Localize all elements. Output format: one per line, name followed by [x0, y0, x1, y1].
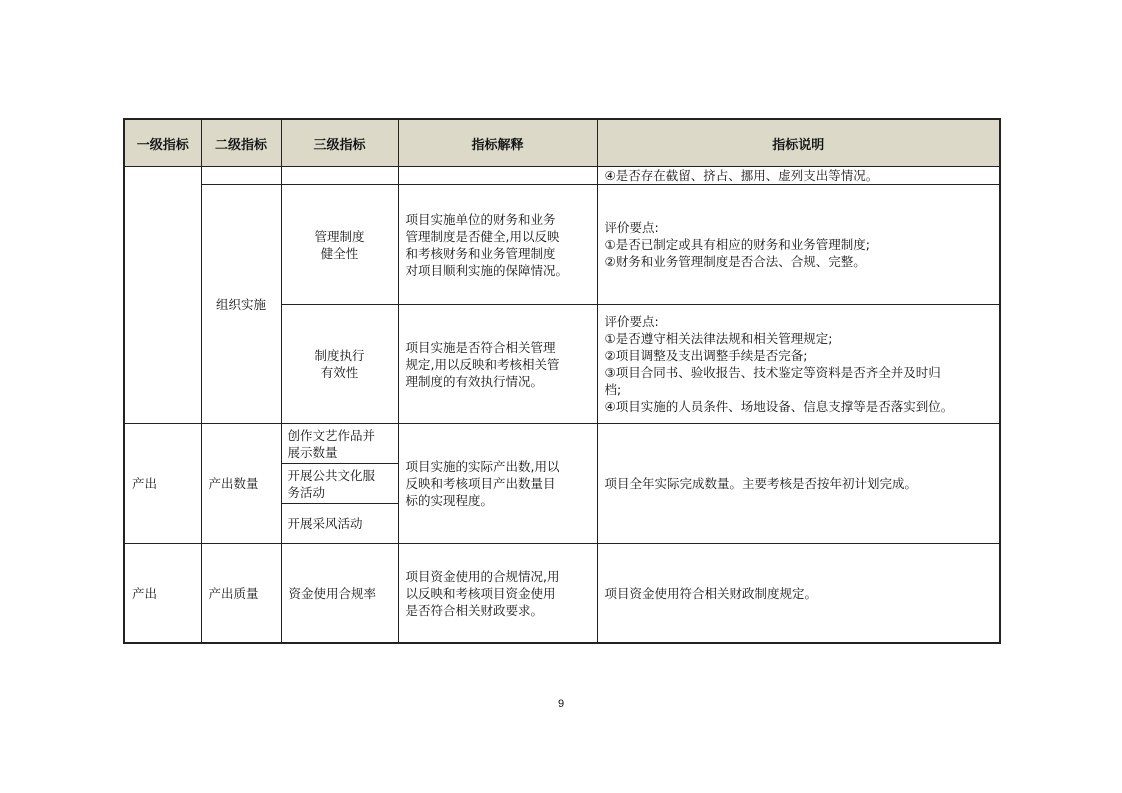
level1-cell-empty: [124, 167, 201, 424]
explanation-cell: 项目实施是否符合相关管理 规定,用以反映和考核相关管 理制度的有效执行情况。: [398, 305, 597, 424]
table-row: [124, 544, 1000, 644]
page-number: 9: [557, 698, 565, 710]
level3-cell: 制度执行 有效性: [281, 305, 398, 424]
header-level3: 三级指标: [281, 119, 398, 167]
header-explanation: 指标解释: [398, 119, 597, 167]
level2-cell: 产出数量: [201, 424, 281, 544]
level3-cell: 资金使用合规率: [281, 544, 398, 644]
level2-cell-empty: [201, 167, 281, 185]
table-row: [124, 424, 1000, 464]
continuation-note: ④是否存在截留、挤占、挪用、虚列支出等情况。: [597, 167, 1000, 185]
description-cell: 项目资金使用符合相关财政制度规定。: [597, 544, 1000, 644]
header-level1: 一级指标: [124, 119, 201, 167]
header-level2: 二级指标: [201, 119, 281, 167]
level1-cell: 产出: [124, 544, 201, 644]
description-cell: 项目全年实际完成数量。主要考核是否按年初计划完成。: [597, 424, 1000, 544]
explanation-cell-empty: [398, 167, 597, 185]
indicator-table: [123, 118, 1001, 644]
explanation-cell: 项目资金使用的合规情况,用 以反映和考核项目资金使用 是否符合相关财政要求。: [398, 544, 597, 644]
description-cell: 评价要点: ①是否已制定或具有相应的财务和业务管理制度; ②财务和业务管理制度是否合法、合规、完整。: [597, 185, 1000, 305]
level3-cell: 管理制度 健全性: [281, 185, 398, 305]
level3-cell-empty: [281, 167, 398, 185]
description-cell: 评价要点: ①是否遵守相关法律法规和相关管理规定; ②项目调整及支出调整手续是否完备; ③项目合同书、验收报告、技术鉴定等资料是否齐全并及时归 档; ④项目实施的人员条件、场地设备、信息支撑等是否落实到位。: [597, 305, 1000, 424]
level3-cell: 创作文艺作品并 展示数量: [281, 424, 398, 464]
explanation-cell: 项目实施单位的财务和业务 管理制度是否健全,用以反映 和考核财务和业务管理制度 对项目顺利实施的保障情况。: [398, 185, 597, 305]
table-row: [124, 185, 1000, 305]
level2-cell: 组织实施: [201, 185, 281, 424]
header-description: 指标说明: [597, 119, 1000, 167]
explanation-cell: 项目实施的实际产出数,用以 反映和考核项目产出数量目 标的实现程度。: [398, 424, 597, 544]
level3-cell: 开展公共文化服 务活动: [281, 464, 398, 504]
level2-cell: 产出质量: [201, 544, 281, 644]
table-row: [124, 167, 1000, 185]
table-header-row: [124, 119, 1000, 167]
level1-cell: 产出: [124, 424, 201, 544]
level3-cell: 开展采风活动: [281, 504, 398, 544]
